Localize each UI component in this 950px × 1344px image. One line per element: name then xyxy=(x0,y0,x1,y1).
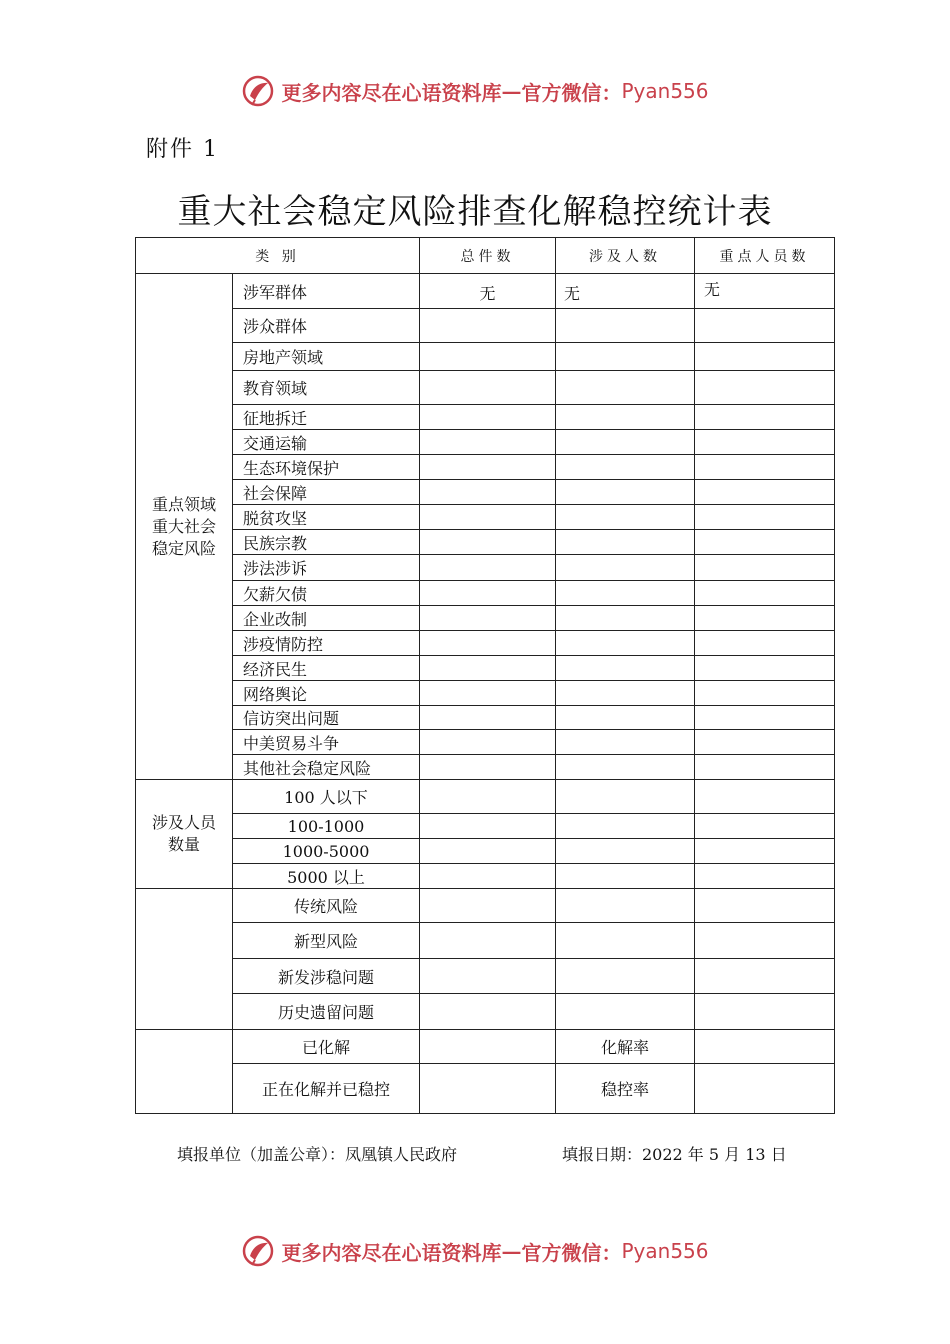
watermark-banner-bottom xyxy=(0,1234,950,1268)
reporting-date: 填报日期：2022 年 5 月 13 日 xyxy=(562,1145,787,1164)
resolution-rate-label: 化解率 xyxy=(600,1038,649,1057)
banner-text: 更多内容尽在心语资料库 xyxy=(281,80,502,105)
row-label: 脱贫攻坚 xyxy=(243,508,308,528)
banner-wechat-id: Pyan556 xyxy=(621,1239,709,1263)
header-people: 涉及人数 xyxy=(589,248,661,265)
row-label: 100 人以下 xyxy=(284,788,368,807)
row-label: 新发涉稳问题 xyxy=(277,967,374,987)
group-key-fields-label: 重点领域重大社会稳定风险 xyxy=(151,494,216,558)
row-label: 其他社会稳定风险 xyxy=(243,758,372,778)
banner-wechat-label: 官方微信： xyxy=(521,1240,622,1265)
row-label: 民族宗教 xyxy=(243,533,308,553)
row-label: 中美贸易斗争 xyxy=(243,733,340,753)
header-key-people: 重点人员数 xyxy=(719,248,810,265)
cell-people: 无 xyxy=(564,283,581,303)
row-label: 已化解 xyxy=(301,1038,350,1057)
row-label: 生态环境保护 xyxy=(243,458,340,478)
row-label: 企业改制 xyxy=(243,609,308,629)
group-people-count-label: 涉及人员数量 xyxy=(151,813,216,854)
row-label: 涉众群体 xyxy=(243,317,308,336)
reporting-unit: 填报单位（加盖公章）：凤凰镇人民政府 xyxy=(177,1145,458,1164)
row-label: 涉法涉诉 xyxy=(243,559,308,578)
row-label: 经济民生 xyxy=(243,659,308,679)
row-label: 社会保障 xyxy=(243,483,308,503)
row-label: 房地产领域 xyxy=(243,348,324,367)
row-label: 历史遗留问题 xyxy=(277,1003,374,1022)
cell-key-people: 无 xyxy=(704,279,721,299)
row-label: 涉疫情防控 xyxy=(243,634,324,654)
banner-wechat-label: 官方微信： xyxy=(521,80,622,105)
header-category: 类 别 xyxy=(255,248,300,265)
row-label: 教育领域 xyxy=(243,379,308,398)
document-title: 重大社会稳定风险排查化解稳控统计表 xyxy=(177,192,773,232)
row-label: 欠薪欠债 xyxy=(243,584,308,604)
attachment-label: 附件 1 xyxy=(146,137,219,162)
row-label: 涉军群体 xyxy=(243,282,308,302)
banner-wechat-id: Pyan556 xyxy=(621,79,709,103)
cell-total: 无 xyxy=(479,283,496,303)
banner-text: 更多内容尽在心语资料库 xyxy=(281,1240,502,1265)
watermark-banner-top xyxy=(0,74,950,108)
row-label: 交通运输 xyxy=(243,433,308,453)
header-total: 总件数 xyxy=(460,248,515,265)
row-label: 5000 以上 xyxy=(287,867,365,887)
row-label: 征地拆迁 xyxy=(243,408,308,428)
row-label: 信访突出问题 xyxy=(243,709,340,728)
control-rate-label: 稳控率 xyxy=(600,1080,649,1099)
row-label: 100-1000 xyxy=(287,816,365,836)
logo-icon xyxy=(241,1234,275,1268)
row-label: 传统风险 xyxy=(293,897,358,916)
banner-separator: — xyxy=(501,79,522,103)
row-label: 1000-5000 xyxy=(282,841,370,861)
row-label: 正在化解并已稳控 xyxy=(261,1080,390,1099)
logo-icon xyxy=(241,74,275,108)
banner-separator: — xyxy=(501,1239,522,1263)
row-label: 新型风险 xyxy=(293,932,358,951)
row-label: 网络舆论 xyxy=(243,684,308,704)
